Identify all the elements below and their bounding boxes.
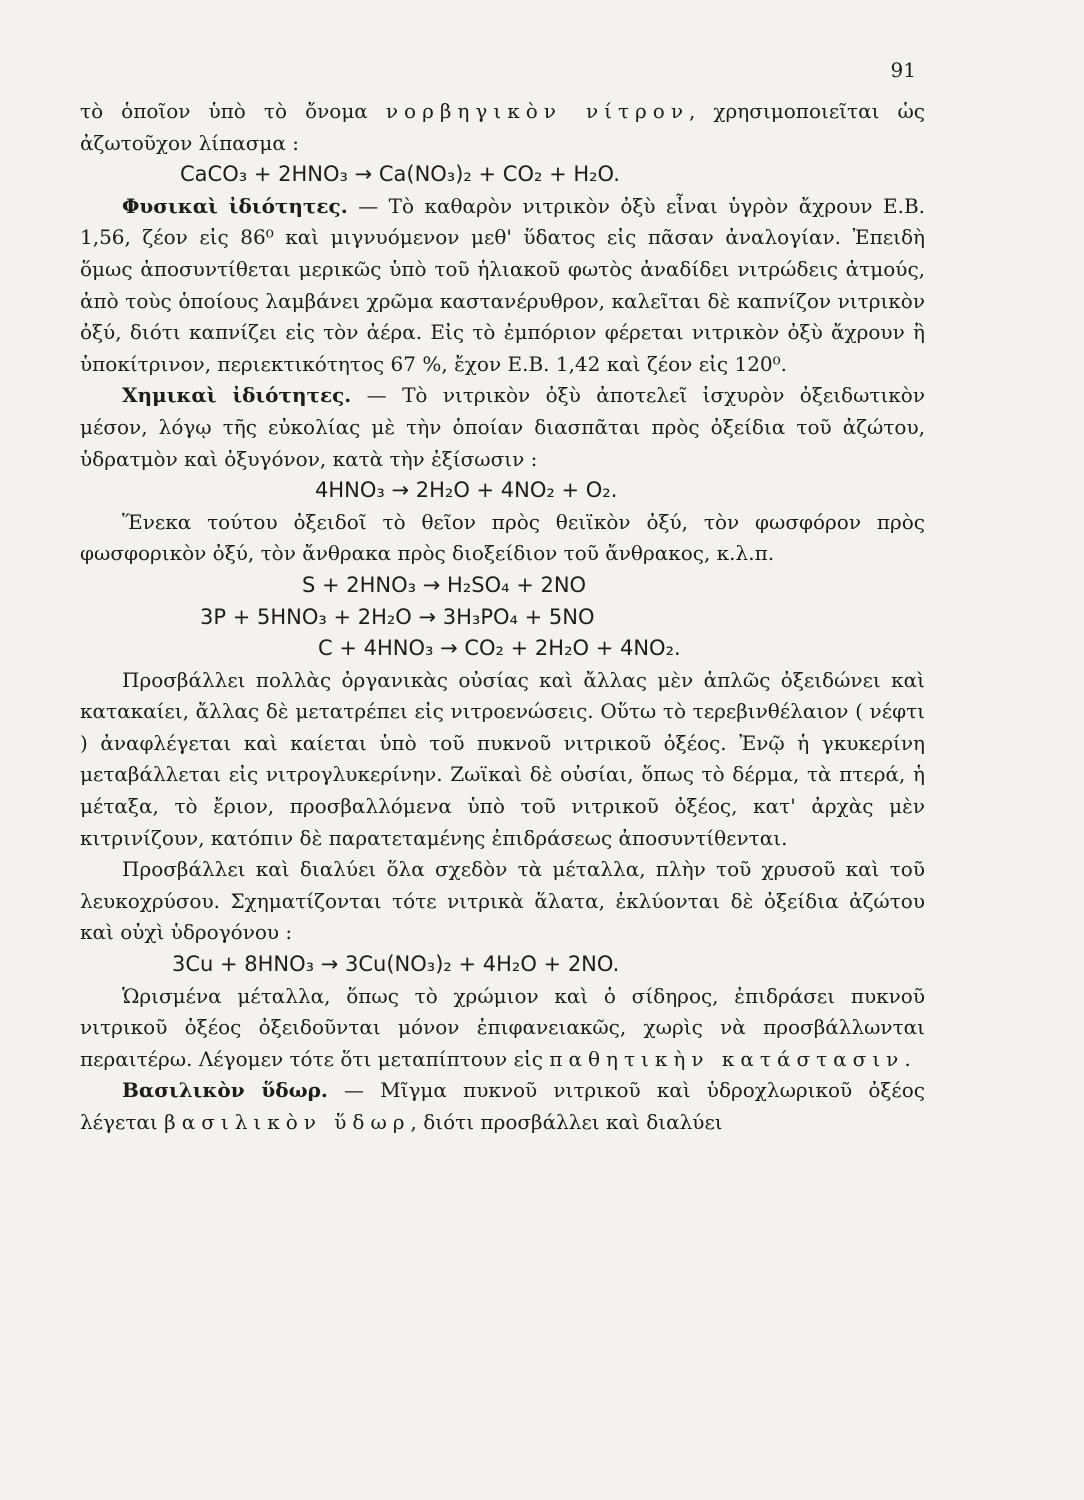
page-content bbox=[80, 96, 925, 1139]
paragraph-oxidation: Ἕνεκα τούτου ὀξειδοῖ τὸ θεῖον πρὸς θειϊκὸν ὀξύ, τὸν φωσφόρον πρὸς φωσφορικὸν ὀξύ, τὸν ἄνθρακα πρὸς διοξείδιον τοῦ ἄνθρακος, κ.λ.π. bbox=[80, 509, 925, 566]
paragraph-aqua-regia bbox=[80, 1075, 925, 1138]
section-heading: Φυσικαὶ ἰδιότητες. bbox=[122, 193, 348, 218]
equation-carbon: C + 4HNO₃ → CO₂ + 2H₂O + 4NO₂. bbox=[318, 636, 681, 661]
equation-sulfur: S + 2HNO₃ → H₂SO₄ + 2NO bbox=[302, 572, 587, 597]
section-heading: Βασιλικὸν ὕδωρ. bbox=[122, 1078, 328, 1103]
equation-caco3: CaCO₃ + 2HNO₃ → Ca(NO₃)₂ + CO₂ + H₂O. bbox=[180, 162, 620, 187]
equation-copper: 3Cu + 8HNO₃ → 3Cu(NO₃)₂ + 4H₂O + 2NO. bbox=[172, 952, 620, 977]
text-run: — Μῖγμα πυκνοῦ νιτρικοῦ καὶ ὑδροχλωρικοῦ ὀξέος λέγεται bbox=[80, 1078, 925, 1134]
text-run: , διότι προσβάλλει καὶ διαλύει bbox=[410, 1110, 723, 1134]
spaced-term: νορβηγικὸν νίτρον bbox=[385, 99, 689, 123]
text-run: τὸ ὁποῖον ὑπὸ τὸ ὄνομα bbox=[80, 99, 386, 123]
equation-phosphorus: 3P + 5HNO₃ + 2H₂O → 3H₃PO₄ + 5NO bbox=[200, 604, 595, 629]
paragraph-physical-properties bbox=[80, 191, 925, 381]
text-run: . bbox=[904, 1046, 911, 1071]
paragraph-intro bbox=[80, 96, 925, 159]
paragraph-organic: Προσβάλλει πολλὰς ὀργανικὰς οὐσίας καὶ ἄλλας μὲν ἁπλῶς ὀξειδώνει καὶ κατακαίει, ἄλλας δὲ μετατρέπει εἰς νιτροενώσεις. Οὕτω τὸ τερεβινθέλαιον ( νέφτι ) ἀναφλέγεται καὶ καίεται ὑπὸ τοῦ πυκνοῦ νιτρικοῦ ὀξέος. Ἐνῷ ἡ γκυκερίνη μεταβάλλεται εἰς νιτρογλυκερίνην. Ζωϊκαὶ δὲ οὐσίαι, ὅπως τὸ δέρμα, τὰ πτερά, ἡ μέταξα, τὸ ἔριον, προσβαλλόμενα ὑπὸ τοῦ νιτρικοῦ ὀξέος, κατ' ἀρχὰς μὲν κιτρινίζουν, κατόπιν δὲ παρατεταμένης ἐπιδράσεως ἀποσυντίθενται. bbox=[80, 667, 925, 850]
equation-decomposition: 4HNO₃ → 2H₂O + 4NO₂ + O₂. bbox=[315, 478, 618, 503]
paragraph-chemical-properties bbox=[80, 380, 925, 475]
text-run: Ὡρισμένα μέταλλα, ὅπως τὸ χρώμιον καὶ ὁ σίδηρος, ἐπιδράσει πυκνοῦ νιτρικοῦ ὀξέος ὀξειδοῦνται μόνον ἐπιφανειακῶς, χωρὶς νὰ προσβάλλωνται περαιτέρω. Λέγομεν τότε ὅτι μεταπίπτουν εἰς bbox=[80, 983, 925, 1071]
text-run: — Τὸ νιτρικὸν ὀξὺ ἀποτελεῖ ἰσχυρὸν ὀξειδωτικὸν μέσον, λόγῳ τῆς εὐκολίας μὲ τὴν ὁποίαν διασπᾶται πρὸς ὀξείδια τοῦ ἀζώτου, ὑδρατμὸν καὶ ὀξυγόνον, κατὰ τὴν ἐξίσωσιν : bbox=[80, 383, 926, 471]
text-run: , χρησιμοποιεῖται ὡς ἀζωτοῦχον λίπασμα : bbox=[80, 99, 926, 155]
spaced-term: βασιλικὸν ὕδωρ bbox=[164, 1110, 411, 1134]
paragraph-passivation bbox=[80, 981, 925, 1076]
text-run: — Τὸ καθαρὸν νιτρικὸν ὀξὺ εἶναι ὑγρὸν ἄχρουν Ε.Β. 1,56, ζέον εἰς 86⁰ καὶ μιγνυόμενον μεθ' ὕδατος εἰς πᾶσαν ἀναλογίαν. Ἐπειδὴ ὅμως ἀποσυντίθεται μερικῶς ὑπὸ τοῦ ἡλιακοῦ φωτὸς ἀναδίδει νιτρώδεις ἀτμούς, ἀπὸ τοὺς ὁποίους λαμβάνει χρῶμα καστανέρυθρον, καλεῖται δὲ καπνίζον νιτρικὸν ὀξύ, διότι καπνίζει εἰς τὸν ἀέρα. Εἰς τὸ ἐμπόριον φέρεται νιτρικὸν ὀξὺ ἄχρουν ἢ ὑποκίτρινον, περιεκτικότητος 67 %, ἔχον Ε.Β. 1,42 καὶ ζέον εἰς 120⁰. bbox=[80, 193, 925, 376]
section-heading: Χημικαὶ ἰδιότητες. bbox=[122, 383, 352, 408]
paragraph-metals: Προσβάλλει καὶ διαλύει ὅλα σχεδὸν τὰ μέταλλα, πλὴν τοῦ χρυσοῦ καὶ τοῦ λευκοχρύσου. Σχηματίζονται τότε νιτρικὰ ἅλατα, ἐκλύονται δὲ ὀξείδια ἀζώτου καὶ οὐχὶ ὑδρογόνου : bbox=[80, 857, 925, 945]
spaced-term: παθητικὴν κατάστασιν bbox=[549, 1046, 905, 1071]
page-number: 91 bbox=[890, 58, 916, 82]
